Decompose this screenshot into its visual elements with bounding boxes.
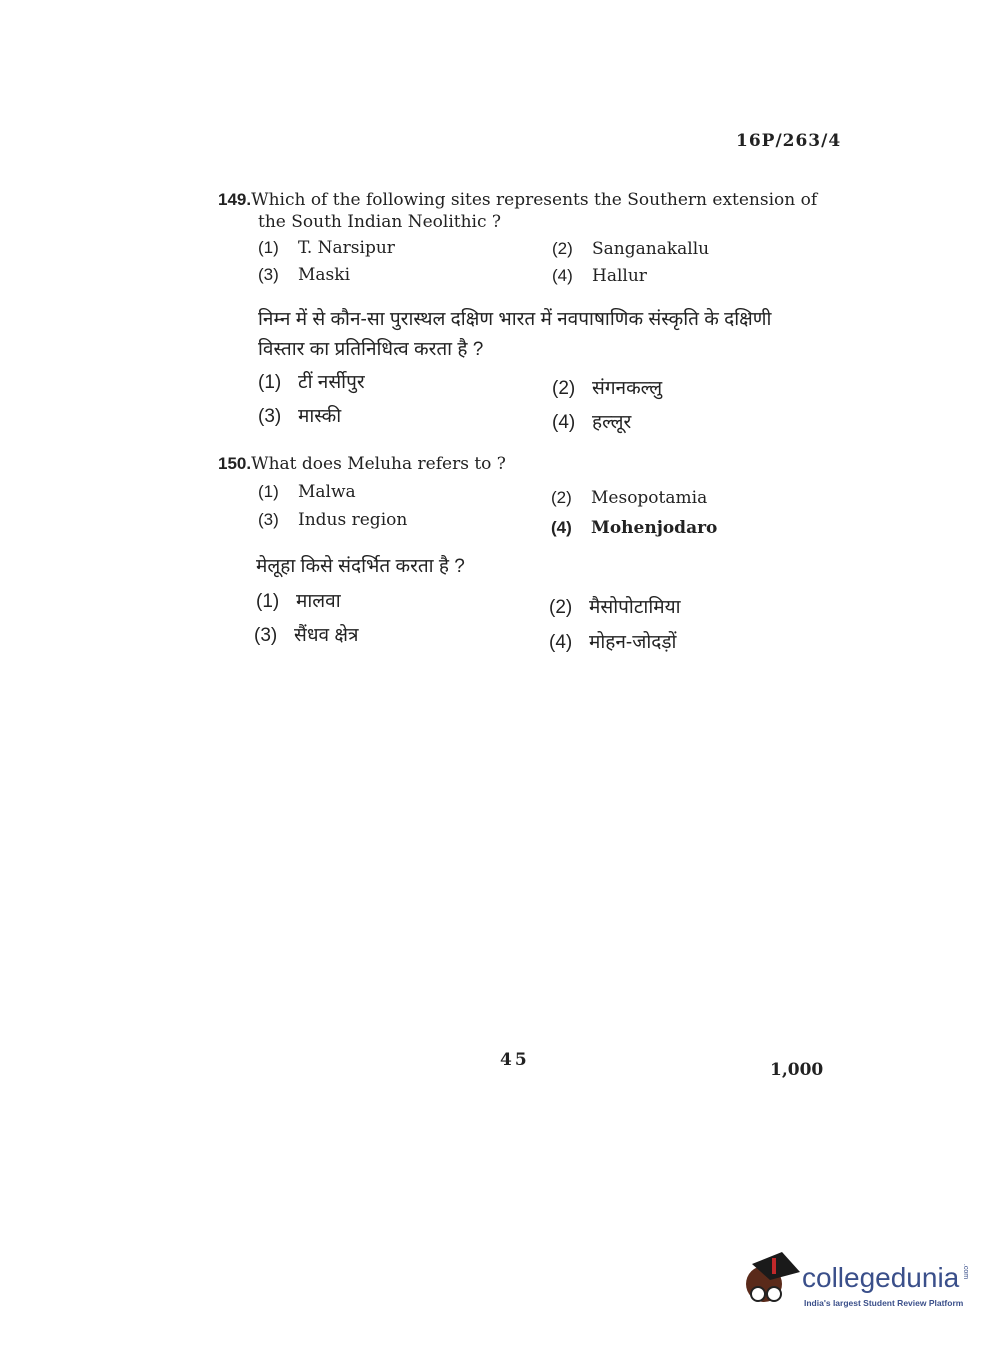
option-2: [552, 239, 709, 259]
option-3: [258, 265, 350, 285]
option-label: Malwa: [298, 482, 356, 502]
question-text-hindi: मेलूहा किसे संदर्भित करता है ?: [256, 556, 465, 577]
option-label: T. Narsipur: [298, 238, 395, 258]
option-1-hindi: [256, 587, 341, 613]
option-label: मास्की: [298, 406, 342, 427]
option-4-hindi: [552, 408, 631, 434]
option-number: (1): [256, 591, 280, 612]
option-number: (3): [258, 406, 282, 427]
option-label: मैसोपोटामिया: [589, 597, 681, 618]
option-2-hindi: [552, 374, 662, 400]
question-150: [218, 453, 506, 475]
count: 1,000: [770, 1060, 824, 1080]
question-text: What does Meluha refers to ?: [251, 454, 506, 474]
option-1: [258, 238, 395, 258]
option-label: संगनकल्लु: [592, 378, 663, 399]
question-text-hindi-cont: विस्तार का प्रतिनिधित्व करता है ?: [258, 339, 484, 360]
brand-name: collegedunia: [802, 1262, 960, 1293]
mascot-icon: [742, 1250, 802, 1314]
option-number: (1): [258, 372, 282, 393]
option-number: (4): [552, 266, 573, 285]
option-number: (1): [258, 238, 279, 257]
option-number: (3): [258, 265, 279, 284]
option-number: (3): [258, 510, 279, 529]
collegedunia-logo: [742, 1250, 972, 1320]
option-number: (4): [552, 412, 576, 433]
brand-tld: .com: [962, 1263, 970, 1280]
option-label: हल्लूर: [592, 412, 632, 433]
question-text-cont: the South Indian Neolithic ?: [258, 212, 502, 232]
option-3: [258, 510, 407, 530]
option-label: Indus region: [298, 510, 408, 530]
question-149: [218, 189, 817, 211]
page-number: 45: [500, 1050, 530, 1070]
brand-tagline: India's largest Student Review Platform: [804, 1298, 964, 1308]
option-number: (4): [549, 632, 573, 653]
paper-code: 16P/263/4: [736, 131, 842, 151]
option-label: मोहन-जोदड़ों: [589, 632, 677, 653]
option-number: (2): [551, 488, 572, 507]
option-number: (4): [551, 518, 572, 537]
option-number: (1): [258, 482, 279, 501]
option-2: [551, 488, 707, 508]
option-1-hindi: [258, 368, 365, 394]
option-1: [258, 482, 356, 502]
question-text-hindi: निम्न में से कौन-सा पुरास्थल दक्षिण भारत में नवपाषाणिक संस्कृति के दक्षिणी: [258, 309, 772, 330]
question-number: 149.: [218, 190, 252, 209]
option-number: (2): [549, 597, 573, 618]
option-label: Mohenjodaro: [591, 518, 718, 538]
option-number: (2): [552, 378, 576, 399]
option-3-hindi: [258, 402, 341, 428]
option-label: सैंधव क्षेत्र: [294, 625, 359, 646]
option-label: मालवा: [296, 591, 341, 612]
option-2-hindi: [549, 593, 681, 619]
option-label: Sanganakallu: [592, 239, 710, 259]
option-label: Maski: [298, 265, 351, 285]
option-label: टीं नर्सीपुर: [298, 372, 365, 393]
option-4: [552, 266, 647, 286]
option-3-hindi: [254, 621, 358, 647]
option-number: (2): [552, 239, 573, 258]
option-number: (3): [254, 625, 278, 646]
option-label: Hallur: [592, 266, 647, 286]
question-number: 150.: [218, 454, 252, 473]
option-4-hindi: [549, 628, 676, 654]
question-text: Which of the following sites represents the Southern extension of: [251, 190, 818, 210]
option-4: [551, 518, 717, 538]
option-label: Mesopotamia: [591, 488, 708, 508]
